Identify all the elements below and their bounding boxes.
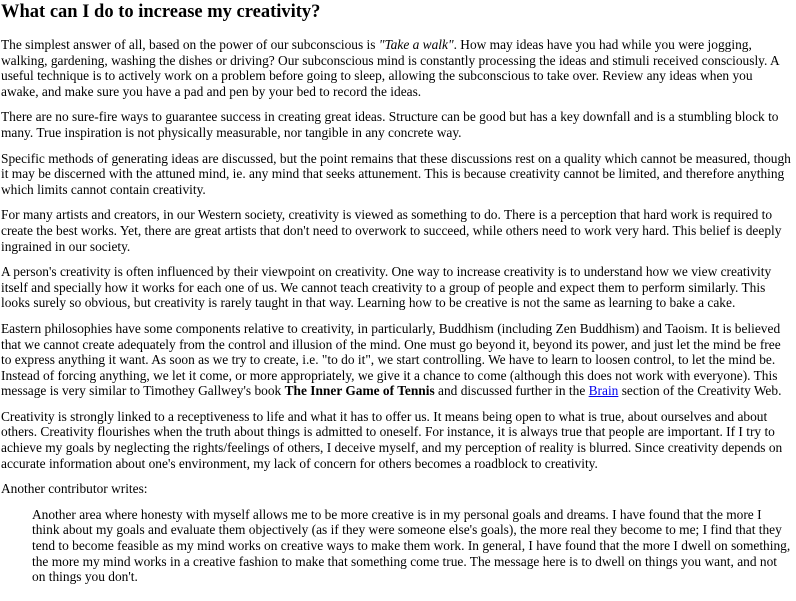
emphasis-take-a-walk: "Take a walk"	[378, 37, 454, 52]
paragraph-text: and discussed further in the	[434, 383, 589, 399]
paragraph-specific-methods: Specific methods of generating ideas are discussed, but the point remains that these discussions rest on a quality which cannot be measured, though it may be discerned with the attuned mind, ie. any mind that seeks attunement. This is because creativity cannot be limited, and therefore anything which limits cannot contain creativity.	[1, 150, 791, 197]
paragraph-no-sure-fire: There are no sure-fire ways to guarantee success in creating great ideas. Structure can be good but has a key downfall and is a stumbling block to many. True inspiration is not physically measurable, nor tangible in any concrete way.	[1, 109, 779, 140]
paragraph-receptiveness: Creativity is strongly linked to a receptiveness to life and what it has to offer us. It means being open to what is true, about ourselves and about others. Creativity flourishes when the truth about things is admitted to oneself. For instance, it is always true that people are important. If I try to achieve my goals by neglecting the rights/feelings of others, I deceive myself, and my perception of reality is blurred. Since creativity depends on accurate information about one's environment, my lack of concern for others becomes a roadblock to creativity.	[1, 408, 783, 471]
paragraph-western-society: For many artists and creators, in our Western society, creativity is viewed as something to do. There is a perception that hard work is required to create the best works. Yet, there are great artists that don't need to overwork to succeed, while others need to work very hard. This belief is deeply ingrained in our society.	[1, 207, 782, 254]
paragraph-text: . How may ideas have you had while you were jogging, walking, gardening, washing the dishes or driving? Our subconscious mind is constantly processing the ideas and stimuli received consciously. A useful technique is to actively work on a problem before going to sleep, allowing the subconscious to take over. Review any ideas when you awake, and make sure you have a pad and pen by your bed to record the ideas.	[1, 37, 779, 99]
paragraph-take-a-walk	[1, 37, 792, 99]
paragraph-text: Eastern philosophies have some components relative to creativity, in particularly, Buddhism (including Zen Buddhism) and Taoism. It is believed that we cannot create adequately from the control and illusion of the mind. One must go beyond it, beyond its power, and just let the mind be free to express anything it want. As soon as we try to create, i.e. "to do it", we start controlling. We have to learn to loosen control, to let the mind be. Instead of forcing anything, we let it come, or more appropriately, we give it a chance to come (although this does not work with everyone). This message is very similar to Timothey Gallwey's book	[1, 320, 781, 399]
article	[0, 1, 796, 585]
paragraph-text: The simplest answer of all, based on the power of our subconscious is	[1, 37, 379, 52]
paragraph-viewpoint: A person's creativity is often influenced by their viewpoint on creativity. One way to increase creativity is to understand how we view creativity itself and specially how it works for each one of us. We cannot teach creativity to a group of people and expect them to perform similarly. This looks surely so obvious, but creativity is rarely taught in that way. Learning how to be creative is not the same as learning to bake a cake.	[1, 264, 772, 311]
paragraph-another-contributor: Another contributor writes:	[1, 481, 148, 497]
page-title: What can I do to increase my creativity?	[1, 2, 321, 22]
paragraph-eastern-philosophies	[1, 321, 792, 399]
brain-link[interactable]: Brain	[588, 383, 619, 399]
paragraph-text: section of the Creativity Web.	[618, 383, 782, 399]
book-title: The Inner Game of Tennis	[284, 383, 435, 399]
contributor-quote: Another area where honesty with myself allows me to be more creative is in my personal goals and dreams. I have found that the more I think about my goals and evaluate them objectively (as if they were someone else's goals), the more real they become to me; I find that they tend to become feasible as my mind works on creative ways to make them work. In general, I have found that the more I dwell on something, the more my mind works in a creative fashion to make that something come true. The message here is to dwell on things you want, and not on things you don't.	[32, 506, 791, 585]
